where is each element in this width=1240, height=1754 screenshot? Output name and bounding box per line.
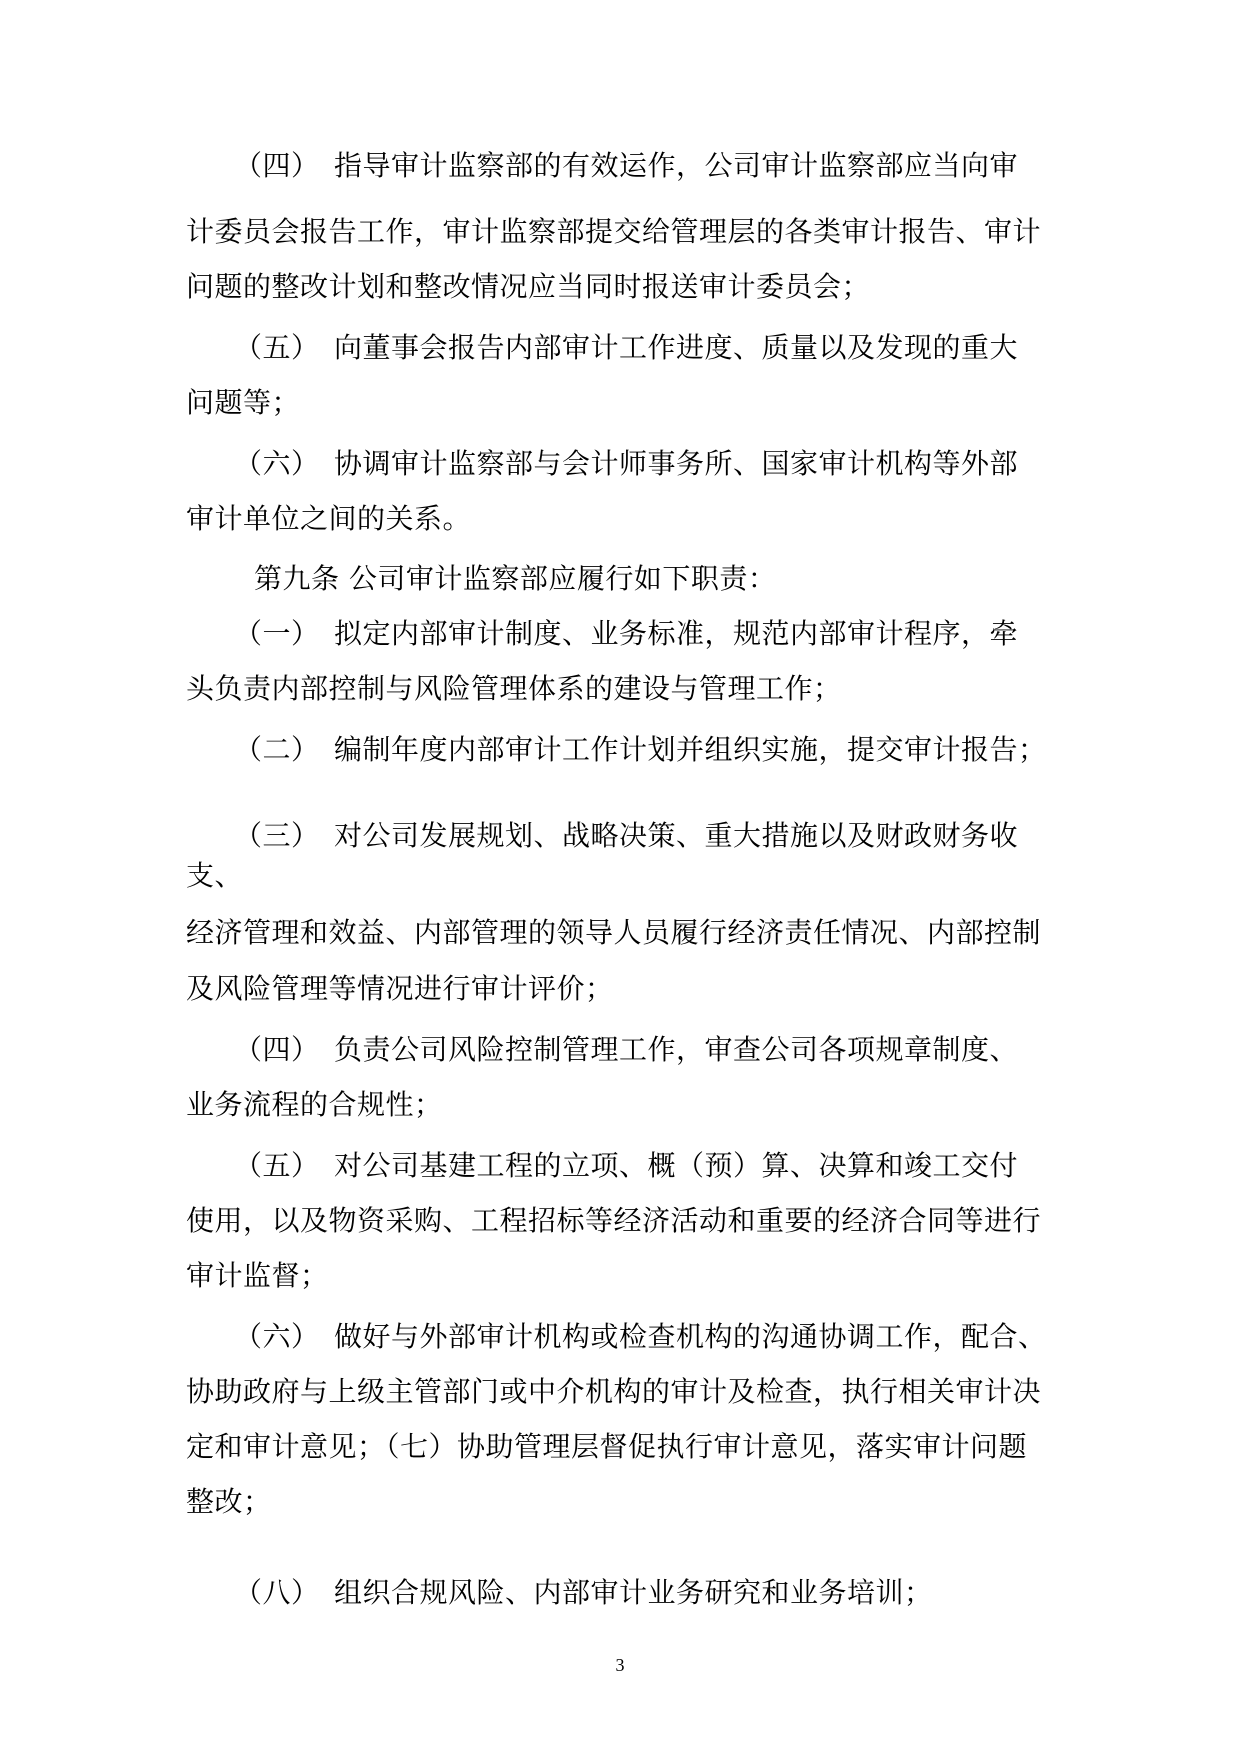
- text-line: 使用，以及物资采购、工程招标等经济活动和重要的经济合同等进行: [186, 1204, 1042, 1237]
- section-heading: 第九条 公司审计监察部应履行如下职责：: [254, 562, 777, 595]
- text-line: 定和审计意见；（七）协助管理层督促执行审计意见，落实审计问题: [186, 1430, 1028, 1463]
- text-line: （一） 拟定内部审计制度、业务标准，规范内部审计程序，牵: [234, 617, 1019, 650]
- text-line: （五） 向董事会报告内部审计工作进度、质量以及发现的重大: [234, 331, 1019, 364]
- text-line: （五） 对公司基建工程的立项、概（预）算、决算和竣工交付: [234, 1149, 1019, 1182]
- text-line: （四） 负责公司风险控制管理工作，审查公司各项规章制度、: [234, 1033, 1019, 1066]
- text-line: （八） 组织合规风险、内部审计业务研究和业务培训；: [234, 1576, 933, 1609]
- text-line: 业务流程的合规性；: [186, 1088, 443, 1121]
- text-line: （四） 指导审计监察部的有效运作，公司审计监察部应当向审: [234, 149, 1019, 182]
- text-line: （二） 编制年度内部审计工作计划并组织实施，提交审计报告；: [234, 733, 1047, 766]
- text-line: 经济管理和效益、内部管理的领导人员履行经济责任情况、内部控制: [186, 916, 1042, 949]
- text-line: 计委员会报告工作，审计监察部提交给管理层的各类审计报告、审计: [186, 215, 1042, 248]
- text-line: （六） 做好与外部审计机构或检查机构的沟通协调工作，配合、: [234, 1320, 1047, 1353]
- text-line: 支、: [186, 859, 244, 892]
- page-number: 3: [615, 1655, 625, 1675]
- text-line: （六） 协调审计监察部与会计师事务所、国家审计机构等外部: [234, 447, 1019, 480]
- text-line: （三） 对公司发展规划、战略决策、重大措施以及财政财务收: [234, 819, 1019, 852]
- text-line: 审计单位之间的关系。: [186, 502, 472, 535]
- text-line: 问题等；: [186, 386, 301, 419]
- text-line: 整改；: [186, 1485, 272, 1518]
- text-line: 及风险管理等情况进行审计评价；: [186, 972, 614, 1005]
- text-line: 审计监督；: [186, 1259, 329, 1292]
- text-line: 头负责内部控制与风险管理体系的建设与管理工作；: [186, 672, 842, 705]
- text-line: 问题的整改计划和整改情况应当同时报送审计委员会；: [186, 270, 871, 303]
- text-line: 协助政府与上级主管部门或中介机构的审计及检查，执行相关审计决: [186, 1375, 1042, 1408]
